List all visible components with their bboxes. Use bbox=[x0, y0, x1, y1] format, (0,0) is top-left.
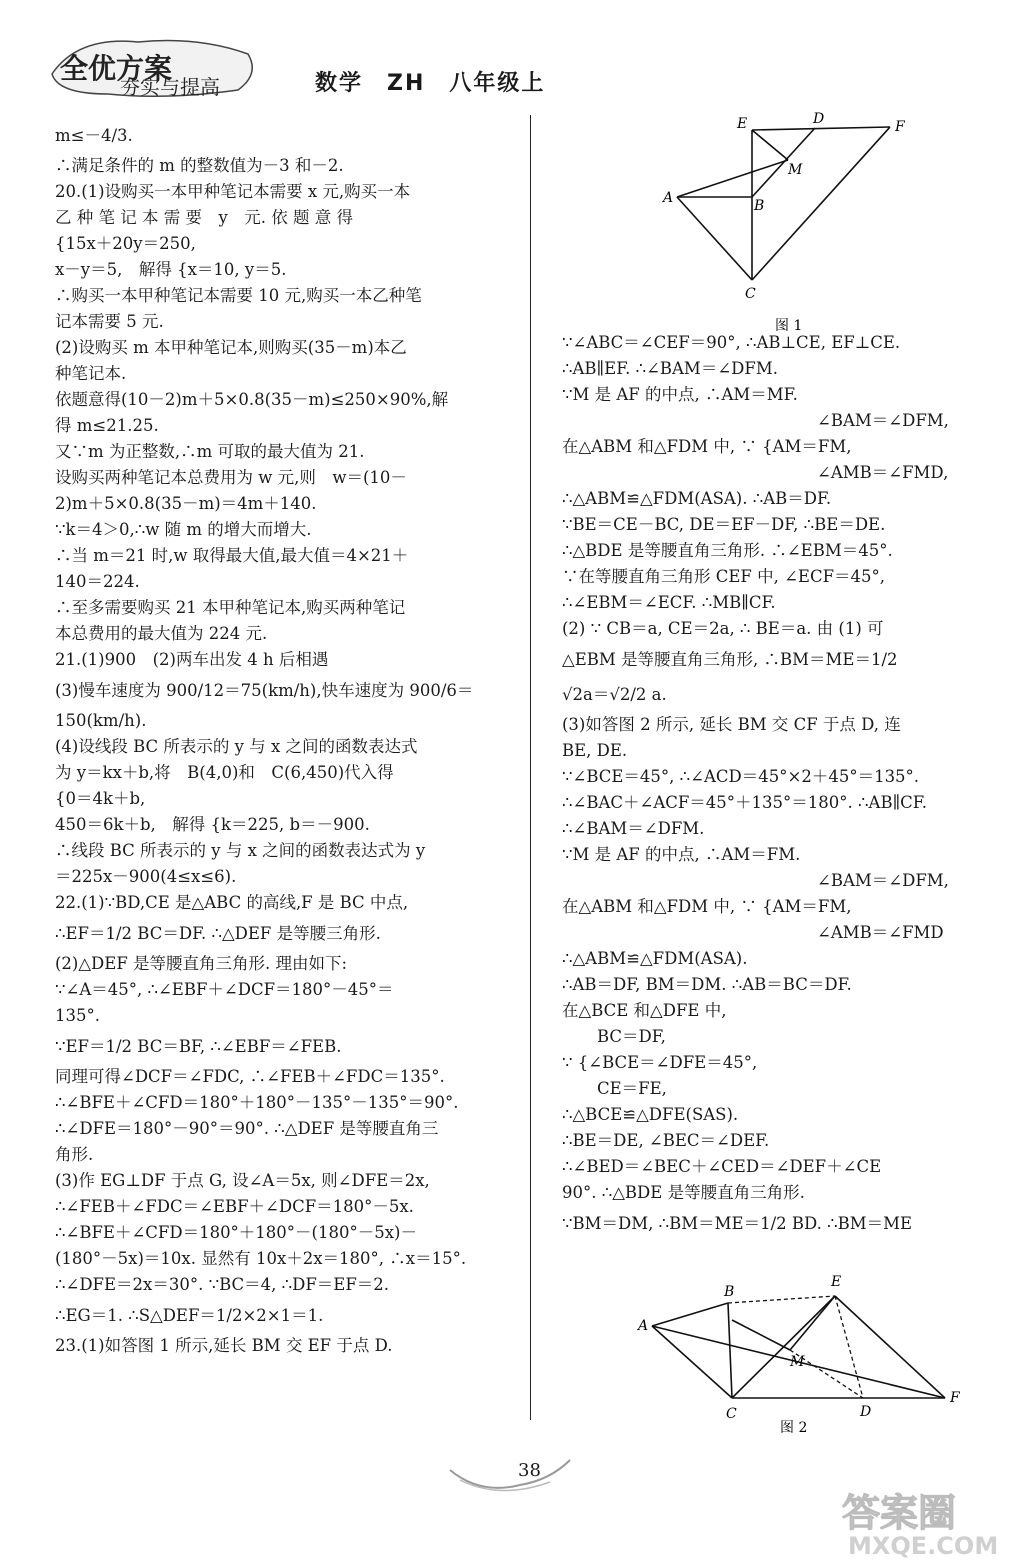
text-line: ∴∠BAC＋∠ACF＝45°＋135°＝180°. ∴AB∥CF. bbox=[562, 793, 927, 812]
text-line: 20.(1)设购买一本甲种笔记本需要 x 元,购买一本 bbox=[55, 182, 411, 201]
text-line: ∴线段 BC 所表示的 y 与 x 之间的函数表达式为 y bbox=[55, 841, 426, 860]
point-label: D bbox=[813, 111, 825, 127]
page-title: 数学 ZH 八年级上 bbox=[315, 71, 546, 96]
point-label: C bbox=[726, 1406, 737, 1422]
logo-text-2: 夯实与提高 bbox=[120, 75, 220, 98]
text-line: (3)如答图 2 所示, 延长 BM 交 CF 于点 D, 连 bbox=[562, 715, 901, 734]
text-line: ∵M 是 AF 的中点, ∴AM＝FM. bbox=[562, 845, 801, 864]
text-line: 乙 种 笔 记 本 需 要 y 元. 依 题 意 得 bbox=[55, 208, 354, 227]
text-line: ∴BE＝DE, ∠BEC＝∠DEF. bbox=[562, 1131, 770, 1150]
text-line: (2)△DEF 是等腰直角三角形. 理由如下: bbox=[55, 954, 348, 973]
text-line: 为 y＝kx＋b,将 B(4,0)和 C(6,450)代入得 bbox=[55, 763, 394, 782]
column-divider bbox=[530, 115, 531, 1420]
page-header bbox=[40, 28, 1000, 108]
text-line: ∵BE＝CE－BC, DE＝EF－DF, ∴BE＝DE. bbox=[562, 515, 886, 534]
text-line: 同理可得∠DCF＝∠FDC, ∴∠FEB＋∠FDC＝135°. bbox=[55, 1067, 445, 1086]
text-line: ∴∠BFE＋∠CFD＝180°＋180°－(180°－5x)－ bbox=[55, 1223, 417, 1242]
logo-text-1: 全优方案 bbox=[60, 52, 173, 85]
text-line: {15x＋20y＝250, bbox=[55, 234, 196, 253]
geometry-figure-2 bbox=[630, 1268, 980, 1438]
text-line: 在△ABM 和△FDM 中, ∵ {AM＝FM, bbox=[562, 897, 852, 916]
text-line: 150(km/h). bbox=[55, 711, 147, 730]
watermark-logo-icon bbox=[838, 1484, 1008, 1560]
text-line: ∵∠BCE＝45°, ∴∠ACD＝45°×2＋45°＝135°. bbox=[562, 767, 920, 786]
text-line: ∵M 是 AF 的中点, ∴AM＝MF. bbox=[562, 385, 798, 404]
text-line: 22.(1)∵BD,CE 是△ABC 的高线,F 是 BC 中点, bbox=[55, 893, 409, 912]
text-line: ∴∠BFE＋∠CFD＝180°＋180°－135°－135°＝90°. bbox=[55, 1093, 459, 1112]
text-line: ∴∠EBM＝∠ECF. ∴MB∥CF. bbox=[562, 593, 776, 612]
text-line: ∵k＝4＞0,∴w 随 m 的增大而增大. bbox=[55, 520, 312, 539]
text-line: (2) ∵ CB＝a, CE＝2a, ∴ BE＝a. 由 (1) 可 bbox=[562, 619, 884, 638]
text-line: ∵∠A＝45°, ∴∠EBF＋∠DCF＝180°－45°＝ bbox=[55, 980, 394, 999]
point-label: E bbox=[737, 116, 748, 132]
point-label: B bbox=[754, 198, 765, 214]
point-label: C bbox=[745, 286, 756, 302]
text-line: ∴至多需要购买 21 本甲种笔记本,购买两种笔记 bbox=[55, 598, 406, 617]
figure-caption: 图 2 bbox=[780, 1420, 808, 1436]
text-line: ∴△BCE≌△DFE(SAS). bbox=[562, 1105, 739, 1124]
text-line: (2)设购买 m 本甲种笔记本,则购买(35－m)本乙 bbox=[55, 338, 407, 357]
text-line: ∴∠BAM＝∠DFM. bbox=[562, 819, 705, 838]
text-line: ∠BAM＝∠DFM, bbox=[817, 411, 949, 430]
text-line: 角形. bbox=[55, 1145, 94, 1164]
text-line: (180°－5x)＝10x. 显然有 10x＋2x＝180°, ∴x＝15°. bbox=[55, 1249, 467, 1268]
text-line: ∠BAM＝∠DFM, bbox=[817, 871, 949, 890]
text-line: 在△ABM 和△FDM 中, ∵ {AM＝FM, bbox=[562, 437, 852, 456]
left-column bbox=[55, 118, 515, 1359]
point-label: F bbox=[950, 1390, 960, 1406]
text-line: ∠AMB＝∠FMD bbox=[817, 923, 944, 942]
text-line: BC＝DF, bbox=[597, 1027, 666, 1046]
text-line: ∴EF＝1/2 BC＝DF. ∴△DEF 是等腰三角形. bbox=[55, 924, 381, 943]
text-line: 23.(1)如答图 1 所示,延长 BM 交 EF 于点 D. bbox=[55, 1336, 393, 1355]
text-line: ∴EG＝1. ∴S△DEF＝1/2×2×1＝1. bbox=[55, 1306, 324, 1325]
text-line: 21.(1)900 (2)两车出发 4 h 后相遇 bbox=[55, 650, 329, 669]
watermark-text: 答案圈 bbox=[842, 1491, 957, 1535]
text-line: ∴∠DFE＝2x＝30°. ∵BC＝4, ∴DF＝EF＝2. bbox=[55, 1275, 390, 1294]
text-line: ∴∠FEB＋∠FDC＝∠EBF＋∠DCF＝180°－5x. bbox=[55, 1197, 414, 1216]
text-line: ∵EF＝1/2 BC＝BF, ∴∠EBF＝∠FEB. bbox=[55, 1037, 342, 1056]
text-line: ∵BM＝DM, ∴BM＝ME＝1/2 BD. ∴BM＝ME bbox=[562, 1214, 913, 1233]
text-line: CE＝FE, bbox=[597, 1079, 667, 1098]
watermark-url: MXQE.COM bbox=[848, 1532, 999, 1560]
text-line: ∴AB∥EF. ∴∠BAM＝∠DFM. bbox=[562, 359, 778, 378]
text-line: ∴∠DFE＝180°－90°＝90°. ∴△DEF 是等腰直角三 bbox=[55, 1119, 439, 1138]
text-line: ∴AB＝DF, BM＝DM. ∴AB＝BC＝DF. bbox=[562, 975, 852, 994]
point-label: A bbox=[663, 190, 674, 206]
point-label: D bbox=[860, 1404, 872, 1420]
text-line: 得 m≤21.25. bbox=[55, 416, 159, 435]
page-number: 38 bbox=[518, 1460, 541, 1481]
point-label: A bbox=[638, 1318, 649, 1334]
text-line: ∴购买一本甲种笔记本需要 10 元,购买一本乙种笔 bbox=[55, 286, 422, 305]
right-column bbox=[562, 330, 990, 1241]
text-line: (4)设线段 BC 所表示的 y 与 x 之间的函数表达式 bbox=[55, 737, 418, 756]
text-line: ∴△ABM≌△FDM(ASA). bbox=[562, 949, 748, 968]
point-label: E bbox=[831, 1274, 842, 1290]
figure-caption: 图 1 bbox=[775, 318, 803, 334]
text-line: {0＝4k＋b, bbox=[55, 789, 146, 808]
geometry-figure-1 bbox=[655, 110, 915, 335]
text-line: x－y＝5, 解得 {x＝10, y＝5. bbox=[55, 260, 287, 279]
text-line: 140＝224. bbox=[55, 572, 140, 591]
point-label: M bbox=[788, 162, 803, 178]
text-line: 种笔记本. bbox=[55, 364, 127, 383]
point-label: F bbox=[895, 119, 905, 135]
point-label: M bbox=[790, 1354, 805, 1370]
text-line: 2)m＋5×0.8(35－m)＝4m＋140. bbox=[55, 494, 317, 513]
text-line: ∵∠ABC＝∠CEF＝90°, ∴AB⊥CE, EF⊥CE. bbox=[562, 333, 901, 352]
text-line: ∴∠BED＝∠BEC＋∠CED＝∠DEF＋∠CE bbox=[562, 1157, 882, 1176]
text-line: BE, DE. bbox=[562, 741, 628, 760]
text-line: 依题意得(10－2)m＋5×0.8(35－m)≤250×90%,解 bbox=[55, 390, 449, 409]
text-line: 450＝6k＋b, 解得 {k＝225, b＝－900. bbox=[55, 815, 370, 834]
text-line: ＝225x－900(4≤x≤6). bbox=[55, 867, 237, 886]
text-line: ∴满足条件的 m 的整数值为－3 和－2. bbox=[55, 156, 344, 175]
text-line: 又∵m 为正整数,∴m 可取的最大值为 21. bbox=[55, 442, 365, 461]
book-logo-icon bbox=[48, 34, 268, 98]
text-line: ∴△BDE 是等腰直角三角形. ∴∠EBM＝45°. bbox=[562, 541, 893, 560]
text-line: ∴△ABM≌△FDM(ASA). ∴AB＝DF. bbox=[562, 489, 832, 508]
text-line: 90°. ∴△BDE 是等腰直角三角形. bbox=[562, 1183, 805, 1202]
text-line: (3)作 EG⊥DF 于点 G, 设∠A＝5x, 则∠DFE＝2x, bbox=[55, 1171, 430, 1190]
text-line: 在△BCE 和△DFE 中, bbox=[562, 1001, 727, 1020]
text-line: √2a＝√2/2 a. bbox=[562, 685, 667, 704]
text-line: △EBM 是等腰直角三角形, ∴BM＝ME＝1/2 bbox=[562, 650, 898, 669]
text-line: ∵ {∠BCE＝∠DFE＝45°, bbox=[562, 1053, 758, 1072]
text-line: ∴当 m＝21 时,w 取得最大值,最大值＝4×21＋ bbox=[55, 546, 409, 565]
text-line: (3)慢车速度为 900/12＝75(km/h),快车速度为 900/6＝ bbox=[55, 681, 474, 700]
text-line: 135°. bbox=[55, 1006, 100, 1025]
text-line: ∠AMB＝∠FMD, bbox=[817, 463, 949, 482]
text-line: 设购买两种笔记本总费用为 w 元,则 w＝(10－ bbox=[55, 468, 407, 487]
text-line: 记本需要 5 元. bbox=[55, 312, 164, 331]
text-line: 本总费用的最大值为 224 元. bbox=[55, 624, 268, 643]
text-line: m≤－4/3. bbox=[55, 126, 133, 145]
text-line: ∵在等腰直角三角形 CEF 中, ∠ECF＝45°, bbox=[562, 567, 886, 586]
point-label: B bbox=[724, 1284, 735, 1300]
